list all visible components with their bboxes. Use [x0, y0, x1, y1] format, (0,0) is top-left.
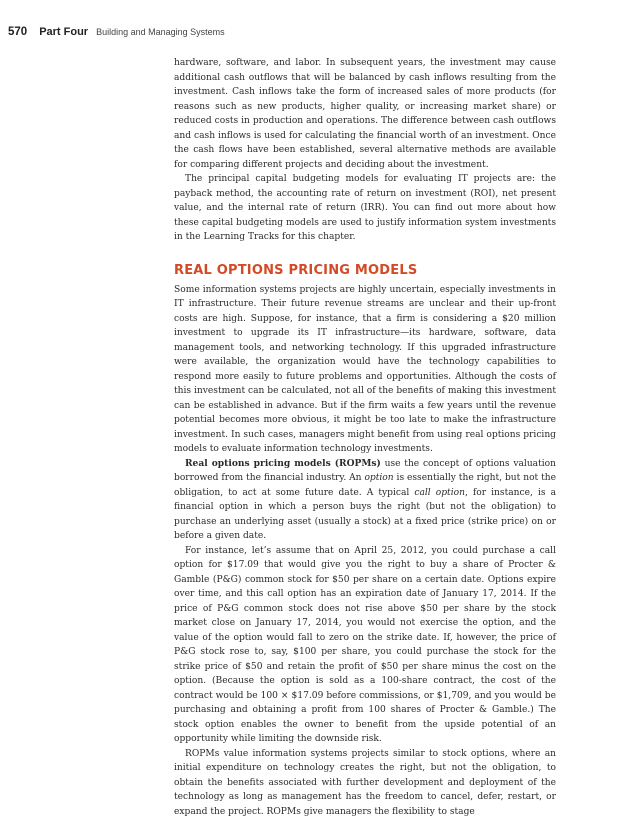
paragraph-ropm-value: ROPMs value information systems projects similar to stock options, where an initial expenditure on technology creates the right, but not the obligation, to obtain the benefits associated with further development and deployment of the technology as long as management has the freedom to cancel, defer, restart, or expand the project. ROPMs give managers the flexibility to stage [174, 747, 556, 819]
part-title: Building and Managing Systems [96, 27, 225, 37]
part-label: Part Four [39, 26, 88, 38]
emphasis-option: option [364, 473, 393, 483]
paragraph-procter-gamble-example: For instance, let’s assume that on April 25, 2012, you could purchase a call option for $17.09 that would give you the right to buy a share of Procter & Gamble (P&G) common stock for $50 per share on a certain date. Options expire over time, and this call option has an expiration date of January 17, 2014. If the price of P&G common stock does not rise above $50 per share by the stock market close on January 17, 2014, you would not exercise the option, and the value of the option would fall to zero on the strike date. If, however, the price of P&G stock rose to, say, $100 per share, you could purchase the stock for the strike price of $50 and retain the profit of $50 per share minus the cost on the option. (Because the option is sold as a 100-share contract, the cost of the contract would be 100 × $17.09 before commissions, or $1,709, and you would be purchasing and obtaining a profit from 100 shares of Procter & Gamble.) The stock option enables the owner to benefit from the upside potential of an opportunity while limiting the downside risk. [174, 544, 556, 747]
page-number: 570 [8, 26, 27, 38]
paragraph-ropm-definition: Real options pricing models (ROPMs) use the concept of options valuation borrowed from the financial industry. An option is essentially the right, but not the obligation, to act at some future date. A typical call option, for instance, is a financial option in which a person buys the right (but not the obligation) to purchase an underlying asset (usually a stock) at a fixed price (strike price) on or before a given date. [174, 457, 556, 544]
paragraph-cash-flows: hardware, software, and labor. In subsequent years, the investment may cause additional cash outflows that will be balanced by cash inflows resulting from the investment. Cash inflows take the form of increased sales of more products (for reasons such as new products, higher quality, or increasing market share) or reduced costs in production and operations. The difference between cash outflows and cash inflows is used for calculating the financial worth of an investment. Once the cash flows have been established, several alternative methods are available for comparing different projects and deciding about the investment. [174, 56, 556, 172]
key-term: Real options pricing models (ROPMs) [185, 458, 381, 469]
section-heading: REAL OPTIONS PRICING MODELS [174, 263, 556, 279]
paragraph-capital-budgeting: The principal capital budgeting models for evaluating IT projects are: the payback method, the accounting rate of return on investment (ROI), net present value, and the internal rate of return (IRR). You can find out more about how these capital budgeting models are used to justify information system investments in the Learning Tracks for this chapter. [174, 172, 556, 245]
emphasis-call-option: call option [414, 488, 465, 498]
paragraph-uncertain-projects: Some information systems projects are highly uncertain, especially investments in IT infrastructure. Their future revenue streams are unclear and their up-front costs are high. Suppose, for instance, that a firm is considering a $20 million investment to upgrade its IT infrastructure—its hardware, software, data management tools, and networking technology. If this upgraded infrastructure were available, the organization would have the technology capabilities to respond more easily to future problems and opportunities. Although the costs of this investment can be calculated, not all of the benefits of making this investment can be established in advance. But if the firm waits a few years until the revenue potential becomes more obvious, it might be too late to make the infrastructure investment. In such cases, managers might benefit from using real options pricing models to evaluate information technology investments. [174, 283, 556, 457]
body-text [174, 56, 556, 819]
page-header [8, 26, 225, 42]
